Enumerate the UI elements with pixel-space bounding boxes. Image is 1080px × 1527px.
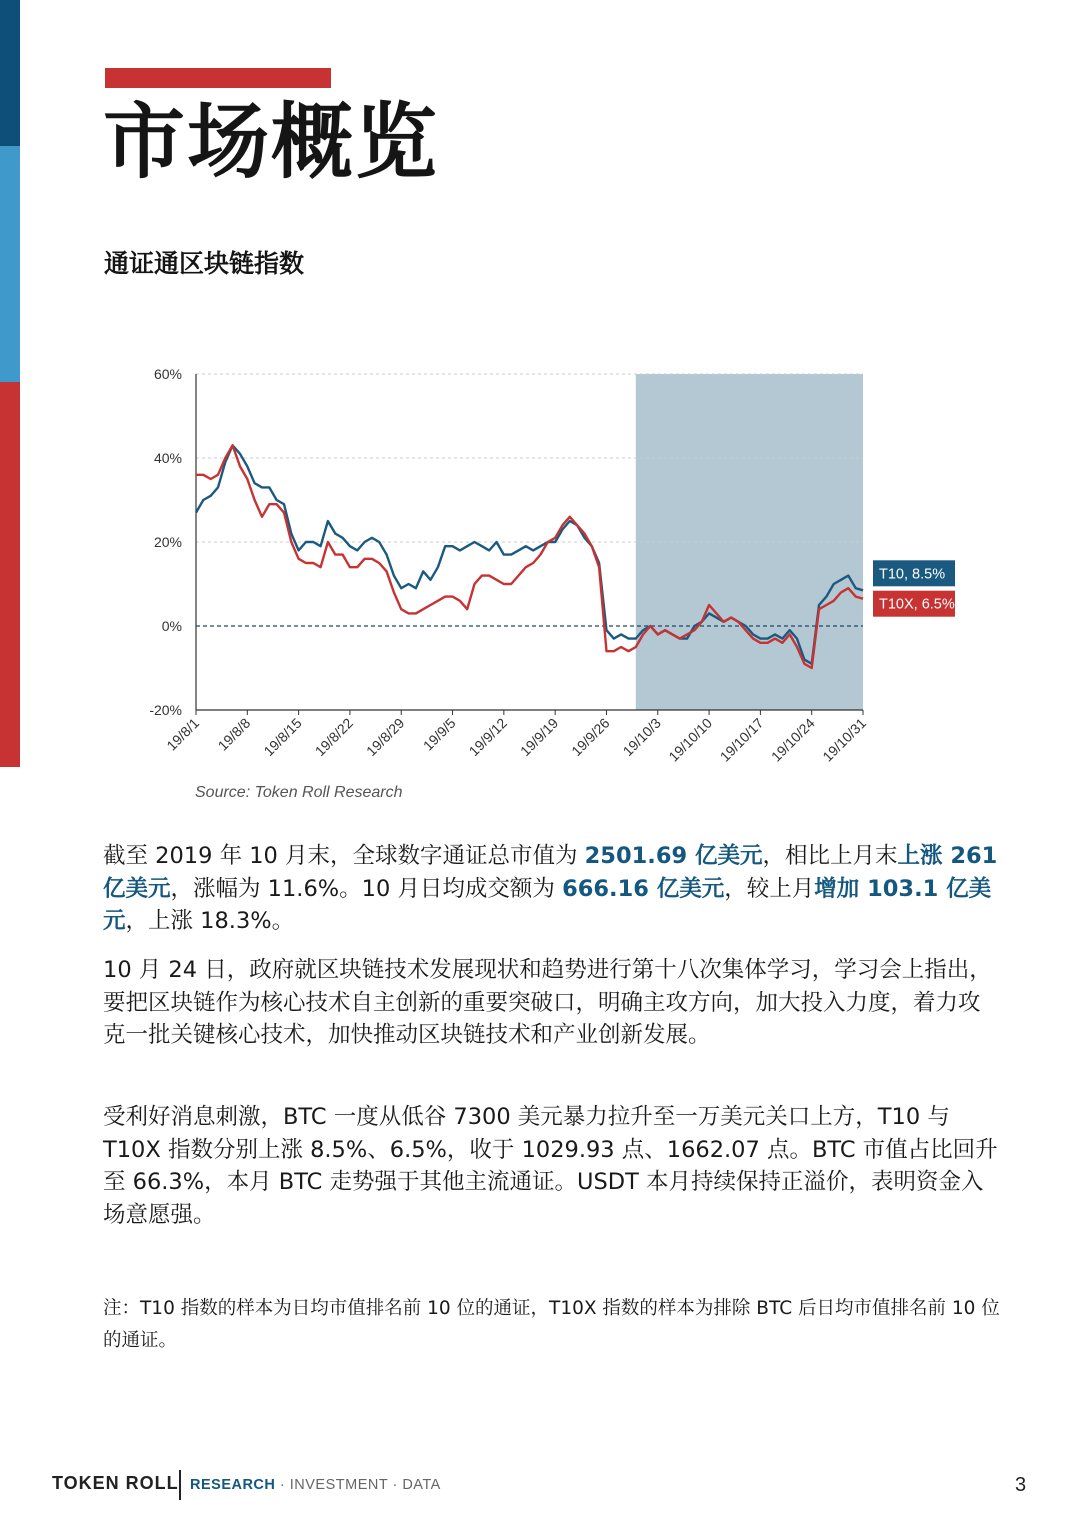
y-tick-label: 60%: [153, 366, 182, 382]
highlight-text: 增加 103.1 亿美元: [103, 875, 992, 934]
end-label-t10x: T10X, 6.5%: [879, 596, 955, 613]
x-tick-label: 19/9/12: [465, 714, 510, 760]
x-tick-label: 19/8/1: [163, 714, 203, 754]
end-label-t10: T10, 8.5%: [879, 566, 946, 583]
paragraph-text: 截至 2019 年 10 月末，全球数字通证总市值为: [103, 843, 585, 869]
footer-tag-research: RESEARCH: [190, 1477, 276, 1493]
page-number: 3: [1015, 1474, 1027, 1496]
side-bar-light-blue: [0, 146, 20, 382]
paragraph-text: ，较上月: [724, 875, 815, 902]
x-tick-label: 19/10/10: [665, 714, 716, 765]
index-chart: [140, 360, 1000, 780]
x-tick-label: 19/10/3: [619, 714, 664, 760]
footer-divider: [179, 1470, 181, 1500]
paragraph-text: 受利好消息刺激，BTC 一度从低谷 7300 美元暴力拉升至一万美元关口上方，T10 与 T10X 指数分别上涨 8.5%、6.5%，收于 1029.93 点、1662.07 点。BTC 市值占比回升至 66.3%，本月 BTC 走势强于其他主流通证。USDT 本月持续保持正溢价，表明资金入场意愿强。: [103, 1104, 998, 1228]
footer-tag-rest: · INVESTMENT · DATA: [275, 1477, 441, 1493]
paragraph-text: ，相比上月末: [762, 843, 898, 869]
x-tick-label: 19/9/26: [568, 714, 613, 760]
paragraph-btc-rally: [103, 1101, 999, 1231]
y-tick-label: 40%: [153, 450, 182, 466]
footer-tagline: [190, 1477, 441, 1493]
chart-source: Source: Token Roll Research: [195, 784, 403, 801]
paragraph-text: ，涨幅为 11.6%。10 月日均成交额为: [170, 875, 563, 902]
x-tick-label: 19/10/31: [819, 714, 870, 765]
x-tick-label: 19/8/8: [214, 714, 254, 754]
paragraph-text: 10 月 24 日，政府就区块链技术发展现状和趋势进行第十八次集体学习，学习会上指出，要把区块链作为核心技术自主创新的重要突破口，明确主攻方向，加大投入力度，着力攻克一批关键核心技术，加快推动区块链技术和产业创新发展。: [103, 957, 992, 1048]
x-tick-label: 19/8/15: [260, 714, 305, 760]
highlight-text: 2501.69 亿美元: [584, 843, 763, 869]
index-line-chart: [140, 360, 1000, 780]
section-heading: 通证通区块链指数: [104, 249, 305, 278]
x-tick-label: 19/9/19: [516, 714, 562, 760]
y-tick-label: 20%: [153, 534, 182, 550]
x-tick-label: 19/8/29: [363, 714, 408, 760]
y-tick-label: -20%: [149, 702, 182, 718]
y-tick-label: 0%: [161, 618, 182, 634]
side-bar-red: [0, 382, 20, 767]
highlight-text: 666.16 亿美元: [562, 875, 725, 902]
paragraph-market-cap: [103, 840, 999, 938]
x-tick-label: 19/8/22: [311, 714, 357, 760]
paragraph-policy-news: [103, 954, 999, 1052]
x-tick-label: 19/10/24: [767, 714, 818, 765]
side-bar-dark-blue: [0, 0, 20, 146]
title-accent-rule: [105, 68, 331, 88]
highlight-text: 上涨 261 亿美元: [103, 843, 998, 902]
page-title: 市场概览: [103, 95, 440, 190]
footnote: 注：T10 指数的样本为日均市值排名前 10 位的通证，T10X 指数的样本为排除 BTC 后日均市值排名前 10 位的通证。: [103, 1298, 1000, 1351]
footer-brand: TOKEN ROLL: [52, 1473, 179, 1493]
paragraph-text: ，上涨 18.3%。: [125, 908, 295, 934]
x-tick-label: 19/10/17: [716, 714, 767, 765]
x-tick-label: 19/9/5: [419, 714, 459, 754]
